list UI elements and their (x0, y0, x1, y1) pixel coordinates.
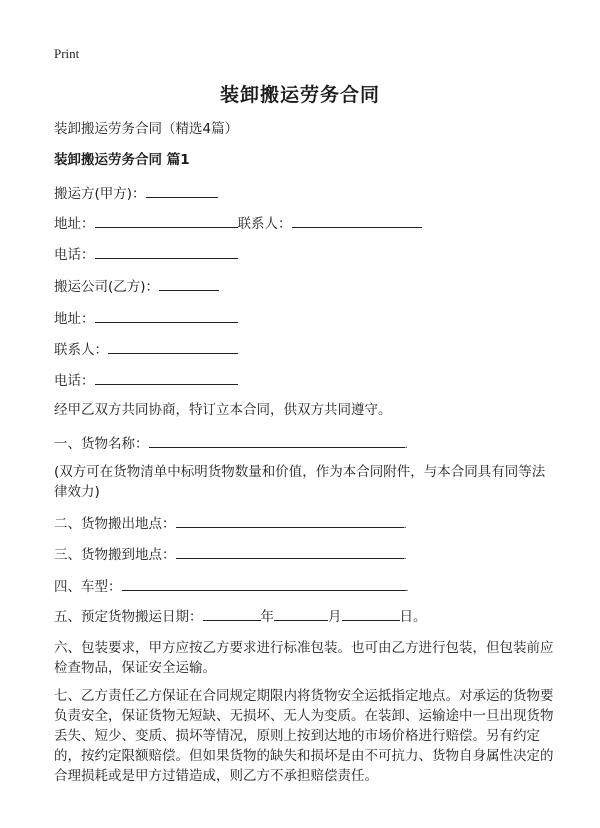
year-label: 年 (260, 609, 274, 625)
item4-blank[interactable] (122, 576, 406, 591)
address-blank-b[interactable] (95, 308, 238, 323)
party-b-label: 搬运公司(乙方)： (54, 279, 160, 295)
document-title: 装卸搬运劳务合同 (219, 84, 380, 106)
phone-row-b (54, 370, 238, 390)
party-a-label: 搬运方(甲方)： (54, 186, 146, 202)
item3-period: . (403, 551, 407, 562)
party-a-row (54, 183, 218, 203)
item1-blank[interactable] (149, 433, 405, 448)
address-label: 地址： (54, 216, 95, 232)
item4-label: 四、车型： (54, 579, 122, 595)
address-contact-row (54, 213, 422, 233)
item3-blank[interactable] (176, 544, 404, 559)
month-blank[interactable] (274, 606, 328, 621)
contact-blank[interactable] (292, 213, 422, 228)
phone-label-a: 电话： (54, 247, 95, 263)
item6-paragraph: 六、包装要求，甲方应按乙方要求进行标准包装。也可由乙方进行包装，但包装前应检查物品，保证安全运输。 (54, 640, 554, 676)
item4-period: . (405, 583, 409, 594)
address-row-b (54, 308, 238, 328)
month-label: 月 (328, 609, 342, 625)
item2-row (54, 513, 407, 535)
item2-blank[interactable] (176, 513, 404, 528)
contact-label-b: 联系人： (54, 342, 108, 358)
day-blank[interactable] (342, 606, 400, 621)
item2-period: . (403, 520, 407, 531)
item1-row (54, 433, 408, 455)
item7-paragraph: 七、乙方责任乙方保证在合同规定期限内将货物安全运抵指定地点。对承运的货物要负责安全，保证货物无短缺、无损坏、无人为变质。在装卸、运输途中一旦出现货物丢失、短少、变质、损坏等情况，原则上按到达地的市场价格进行赔偿。另有约定的，按约定限额赔偿。但如果货物的缺失和损坏是由不可抗力、货物自身属性决定的合理损耗或是甲方过错造成，则乙方不承担赔偿责任。 (54, 688, 554, 784)
phone-label-b: 电话： (54, 373, 95, 389)
party-b-blank[interactable] (159, 276, 219, 291)
contact-blank-b[interactable] (108, 339, 238, 354)
item3-row (54, 544, 407, 566)
day-label: 日。 (399, 609, 427, 625)
contact-label: 联系人： (237, 216, 292, 232)
address-label-b: 地址： (54, 311, 95, 327)
item5-row (54, 606, 427, 626)
item1-note: (双方可在货物清单中标明货物数量和价值，作为本合同附件，与本合同具有同等法律效力) (54, 464, 546, 500)
item1-label: 一、货物名称： (54, 436, 149, 452)
item1-period: . (404, 440, 408, 451)
print-link[interactable]: Print (54, 46, 80, 61)
agreement-intro: 经甲乙双方共同协商，特订立本合同，供双方共同遵守。 (54, 402, 392, 418)
phone-row-a (54, 244, 238, 264)
item3-label: 三、货物搬到地点： (54, 547, 176, 563)
address-blank[interactable] (95, 213, 238, 228)
item4-row (54, 576, 409, 598)
contact-row-b (54, 339, 238, 359)
year-blank[interactable] (203, 606, 261, 621)
item5-label: 五、预定货物搬运日期： (54, 609, 203, 625)
item2-label: 二、货物搬出地点： (54, 516, 176, 532)
section-heading: 装卸搬运劳务合同 篇1 (54, 152, 190, 168)
phone-blank-a[interactable] (95, 244, 238, 259)
party-a-blank[interactable] (146, 183, 218, 198)
phone-blank-b[interactable] (95, 370, 238, 385)
document-subtitle: 装卸搬运劳务合同（精选4篇） (54, 121, 239, 137)
party-b-row (54, 276, 219, 296)
